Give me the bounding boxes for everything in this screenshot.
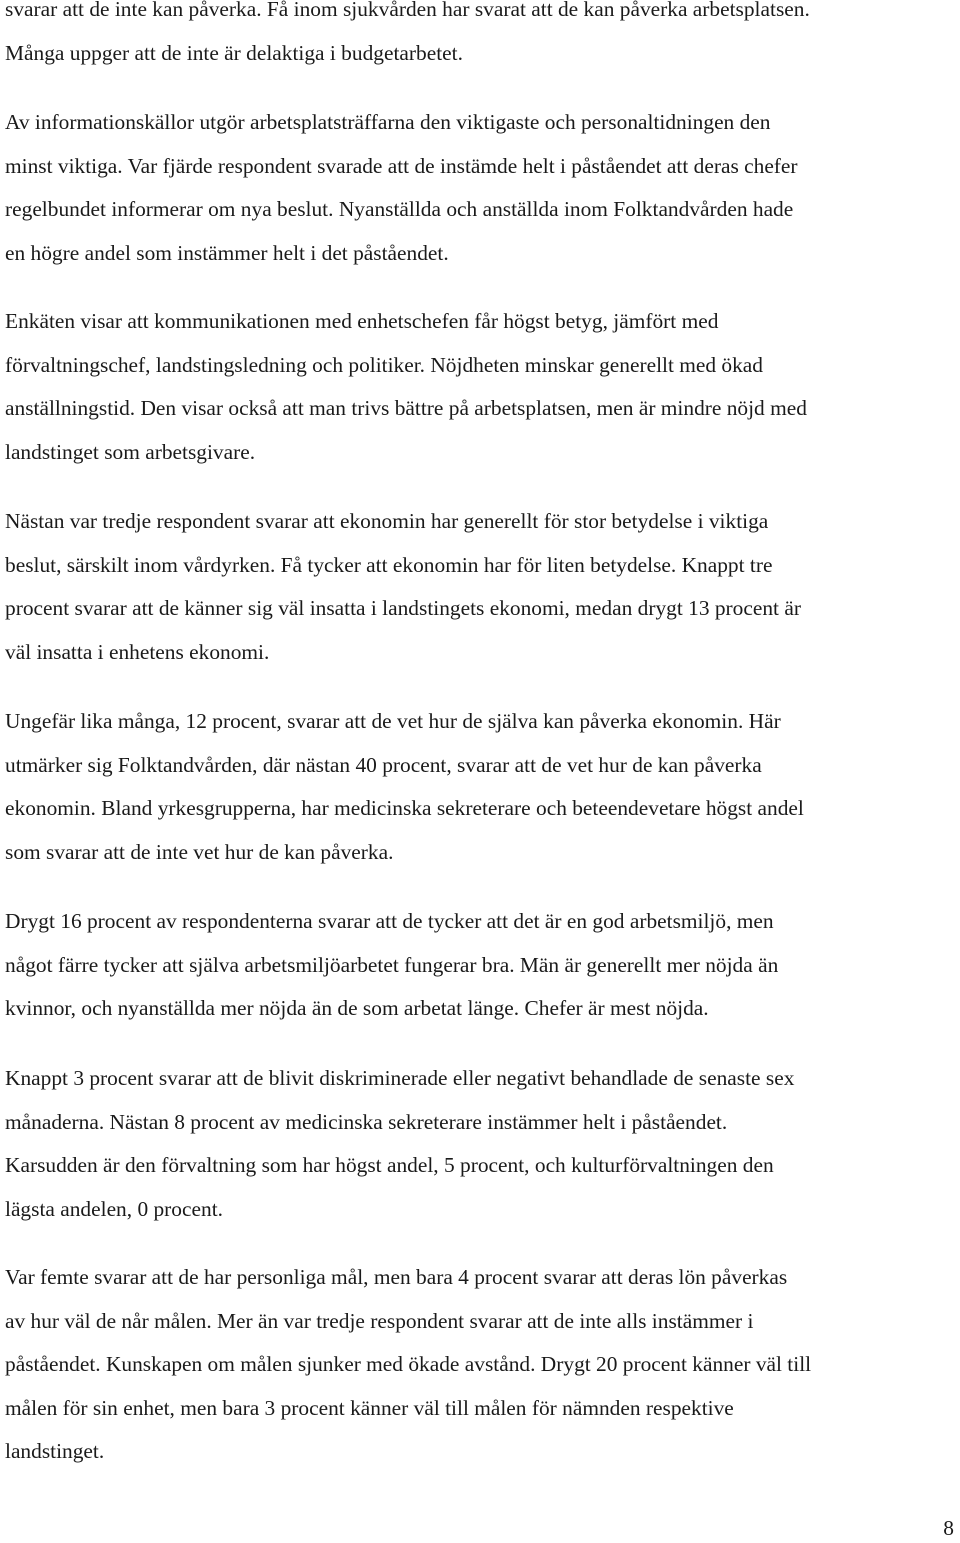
text-line: landstinget som arbetsgivare. (5, 439, 256, 464)
body-paragraph (5, 900, 778, 1031)
text-line: Karsudden är den förvaltning som har högst andel, 5 procent, och kulturförvaltningen den (5, 1153, 774, 1178)
text-line: Nästan var tredje respondent svarar att ekonomin har generellt för stor betydelse i viktiga (5, 509, 769, 533)
text-line: lägsta andelen, 0 procent. (5, 1196, 223, 1221)
text-line: utmärker sig Folktandvården, där nästan 40 procent, svarar att de vet hur de kan påverka (5, 752, 762, 777)
text-line: väl insatta i enhetens ekonomi. (5, 639, 270, 664)
text-line: Enkäten visar att kommunikationen med enhetschefen får högst betyg, jämfört med (5, 309, 719, 333)
text-line: beslut, särskilt inom vårdyrken. Få tycker att ekonomin har för liten betydelse. Knappt tre (5, 552, 773, 577)
text-line: målen för sin enhet, men bara 3 procent känner väl till målen för nämnden respektive (5, 1395, 734, 1420)
body-paragraph (5, 0, 810, 75)
text-line: minst viktiga. Var fjärde respondent svarade att de instämde helt i påståendet att deras chefer (5, 153, 798, 178)
text-line: Av informationskällor utgör arbetsplatsträffarna den viktigaste och personaltidningen den (5, 110, 771, 134)
body-paragraph (5, 500, 801, 674)
page-number: 8 (943, 1516, 954, 1540)
text-line: av hur väl de når målen. Mer än var tredje respondent svarar att de inte alls instämmer i (5, 1308, 754, 1333)
text-line: Många uppger att de inte är delaktiga i budgetarbetet. (5, 40, 463, 65)
text-line: påståendet. Kunskapen om målen sjunker med ökade avstånd. Drygt 20 procent känner väl till (5, 1352, 812, 1377)
text-line: ekonomin. Bland yrkesgrupperna, har medicinska sekreterare och beteendevetare högst andel (5, 796, 804, 821)
text-line: landstinget. (5, 1439, 105, 1464)
text-line: svarar att de inte kan påverka. Få inom sjukvården har svarat att de kan påverka arbetsplatsen. (5, 0, 810, 21)
text-line: Drygt 16 procent av respondenterna svarar att de tycker att det är en god arbetsmiljö, men (5, 909, 774, 933)
text-line: som svarar att de inte vet hur de kan påverka. (5, 839, 394, 864)
body-paragraph (5, 700, 804, 874)
text-line: Ungefär lika många, 12 procent, svarar att de vet hur de själva kan påverka ekonomin. Här (5, 709, 781, 733)
body-paragraph (5, 1057, 794, 1231)
text-line: något färre tycker att själva arbetsmiljöarbetet fungerar bra. Män är generellt mer nöjda än (5, 952, 779, 977)
text-line: kvinnor, och nyanställda mer nöjda än de som arbetat länge. Chefer är mest nöjda. (5, 996, 709, 1021)
text-line: förvaltningschef, landstingsledning och politiker. Nöjdheten minskar generellt med ökad (5, 352, 763, 377)
text-line: en högre andel som instämmer helt i det påståendet. (5, 240, 449, 265)
text-line: Knappt 3 procent svarar att de blivit diskriminerade eller negativt behandlade de senaste sex (5, 1066, 795, 1090)
text-line: anställningstid. Den visar också att man trivs bättre på arbetsplatsen, men är mindre nöjd med (5, 396, 807, 421)
text-line: Var femte svarar att de har personliga mål, men bara 4 procent svarar att deras lön påverkas (5, 1265, 788, 1289)
text-line: månaderna. Nästan 8 procent av medicinska sekreterare instämmer helt i påståendet. (5, 1109, 728, 1134)
text-line: procent svarar att de känner sig väl insatta i landstingets ekonomi, medan drygt 13 procent är (5, 596, 801, 621)
body-paragraph (5, 101, 798, 275)
body-paragraph (5, 300, 807, 474)
body-paragraph (5, 1256, 811, 1474)
text-line: regelbundet informerar om nya beslut. Nyanställda och anställda inom Folktandvården hade (5, 197, 794, 222)
